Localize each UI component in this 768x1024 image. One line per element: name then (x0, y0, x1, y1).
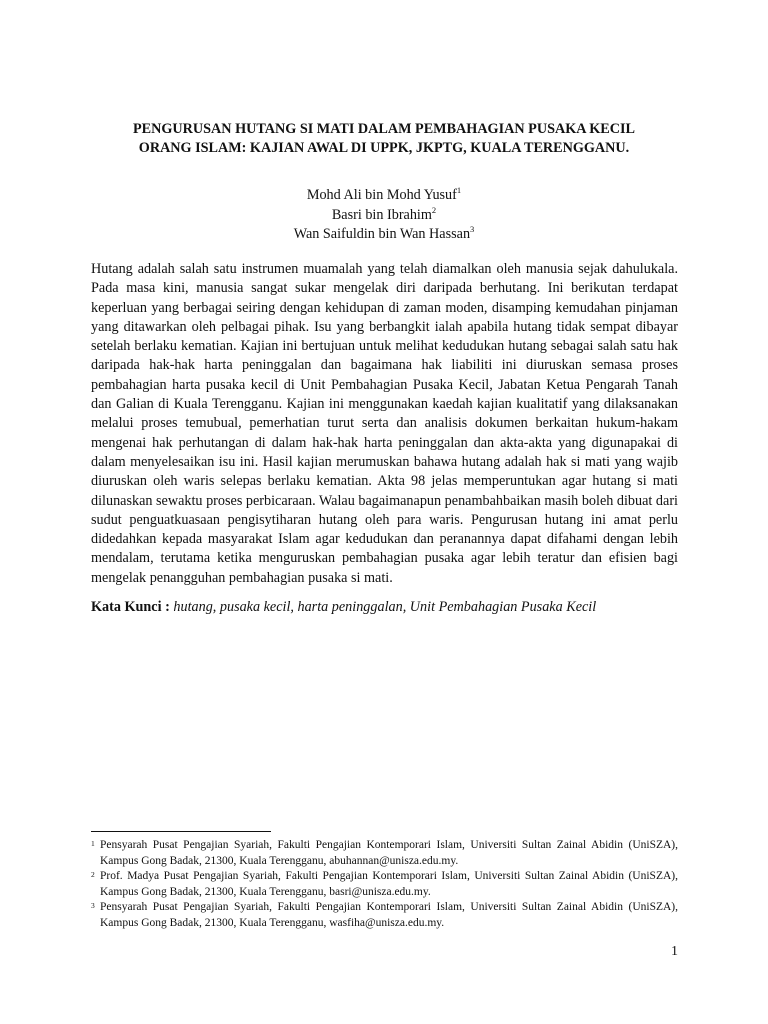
author-affiliation-mark: 2 (431, 204, 437, 215)
keywords-label: Kata Kunci : (91, 599, 170, 615)
author-2 (90, 206, 678, 226)
title-line-2: ORANG ISLAM: KAJIAN AWAL DI UPPK, JKPTG, KUALA TERENGGANU. (138, 140, 630, 156)
abstract-paragraph: Hutang adalah salah satu instrumen muamalah yang telah diamalkan oleh manusia sejak dahulukala. Pada masa kini, manusia sangat sukar mengelak diri daripada berhutang. Ini berikutan terdapat keperluan yang berbagai seiring dengan kehidupan di zaman moden, disamping kemudahan pinjaman yang ditawarkan oleh pelbagai pihak. Isu yang berbangkit ialah apabila hutang tidak sempat dibayar setelah berlaku kematian. Kajian ini bertujuan untuk melihat kedudukan hutang sebagai salah satu hak daripada hak-hak harta peninggalan dan bagaimana hak liabiliti ini diuruskan semasa proses pembahagian harta pusaka kecil di Unit Pembahagian Pusaka Kecil, Jabatan Ketua Pengarah Tanah dan Galian di Kuala Terengganu. Kajian ini menggunakan kaedah kajian kualitatif yang dilaksanakan melalui proses temubual, pemerhatian turut serta dan analisis dokumen berkaitan hukum-hakam mengenai hak perhutangan di dalam hak-hak harta peninggalan dan akta-akta yang digunapakai di dalam menyelesaikan isu ini. Hasil kajian merumuskan bahawa hutang adalah hak si mati yang wajib diuruskan oleh waris selepas berlaku kematian. Akta 98 jelas memperuntukan agar hutang si mati dilunaskan sewaktu proses perbicaraan. Walau bagaimanapun penambahbaikan masih boleh dibuat dari sudut penguatkuasaan pengisytiharan hutang oleh para waris. Pengurusan hutang ini amat perlu didedahkan kepada masyarakat Islam agar kedudukan dan peranannya dapat difahami dengan lebih mendalam, terutama ketika menguruskan pembahagian pusaka agar lebih teratur dan efisien bagi mengelak penangguhan pembahagian pusaka si mati. (91, 261, 678, 586)
author-name: Wan Saifuldin bin Wan Hassan (293, 226, 471, 242)
title-line-1: PENGURUSAN HUTANG SI MATI DALAM PEMBAHAGIAN PUSAKA KECIL (133, 121, 635, 137)
footnote-text: Prof. Madya Pusat Pengajian Syariah, Fakulti Pengajian Kontemporari Islam, Universiti Sultan Zainal Abidin (UniSZA), Kampus Gong Badak, 21300, Kuala Terengganu, basri@unisza.edu.my. (100, 870, 678, 898)
page-number: 1 (671, 944, 678, 959)
footnotes (91, 838, 678, 932)
footnote-mark: 2 (91, 870, 95, 880)
footnote-divider (91, 831, 271, 832)
footnote-mark: 3 (91, 901, 95, 911)
author-1 (90, 186, 678, 206)
footnote-text: Pensyarah Pusat Pengajian Syariah, Fakulti Pengajian Kontemporari Islam, Universiti Sultan Zainal Abidin (UniSZA), Kampus Gong Badak, 21300, Kuala Terengganu, abuhannan@unisza.edu.my. (100, 839, 678, 867)
paper-title (90, 120, 678, 158)
keywords-line (91, 598, 678, 617)
footnote-mark: 1 (91, 839, 95, 848)
footnote-text: Pensyarah Pusat Pengajian Syariah, Fakulti Pengajian Kontemporari Islam, Universiti Sultan Zainal Abidin (UniSZA), Kampus Gong Badak, 21300, Kuala Terengganu, wasfiha@unisza.edu.my. (100, 901, 678, 929)
author-name: Mohd Ali bin Mohd Yusuf (306, 187, 457, 203)
author-affiliation-mark: 3 (470, 224, 475, 234)
keywords-values: hutang, pusaka kecil, harta peninggalan, Unit Pembahagian Pusaka Kecil (173, 599, 597, 615)
footnote-2 (91, 869, 678, 900)
footnote-1 (91, 838, 678, 869)
author-3 (90, 225, 678, 245)
author-list (90, 186, 678, 245)
author-affiliation-mark: 1 (456, 185, 462, 195)
footnote-3 (91, 900, 678, 931)
author-name: Basri bin Ibrahim (331, 206, 432, 223)
